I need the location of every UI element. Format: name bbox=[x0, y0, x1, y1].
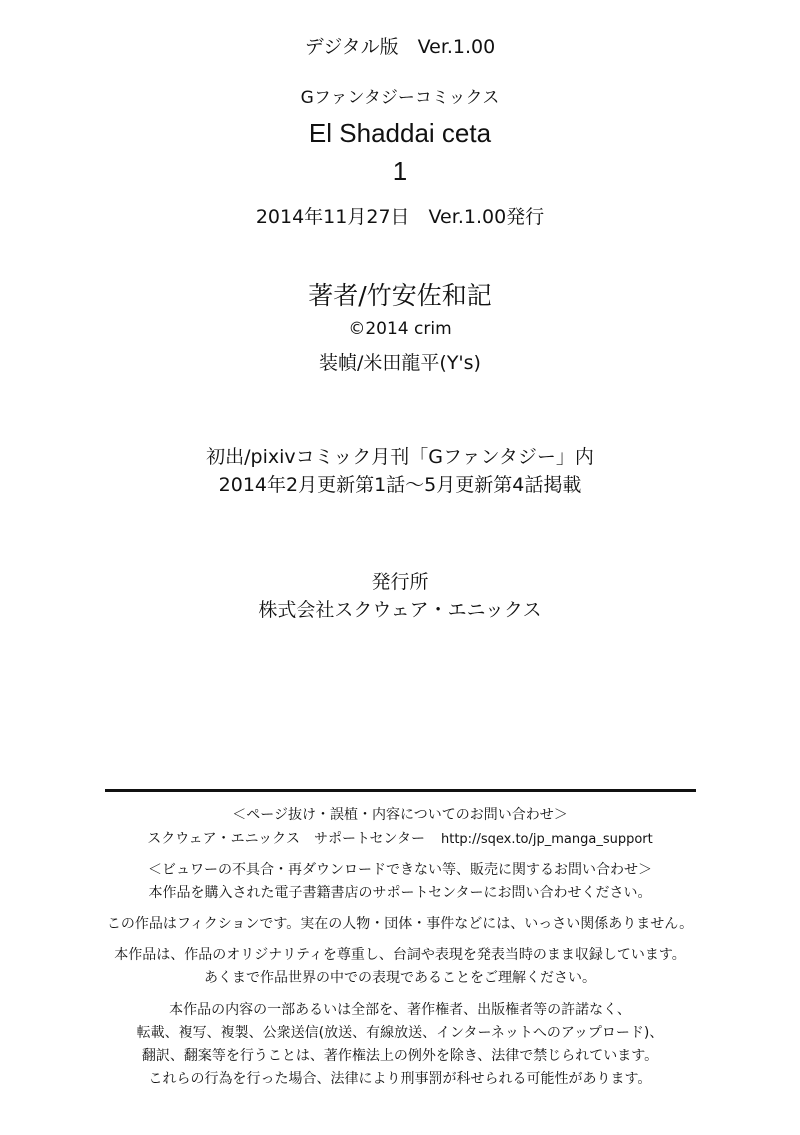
copyright-line: ©2014 crim bbox=[348, 319, 452, 339]
viewer-inquiry-text: 本作品を購入された電子書籍書店のサポートセンターにお問い合わせください。 bbox=[148, 885, 652, 901]
originality-notice-line: あくまで作品世界の中での表現であることをご理解ください。 bbox=[204, 970, 596, 986]
support-center-name: スクウェア・エニックス サポートセンター bbox=[147, 831, 425, 847]
design-credit: 装幀/米田龍平(Y's) bbox=[319, 352, 481, 374]
copyright-warning-line: 翻訳、翻案等を行うことは、著作権法上の例外を除き、法律で禁じられています。 bbox=[141, 1048, 659, 1064]
page-inquiry-heading: ＜ページ抜け・誤植・内容についてのお問い合わせ＞ bbox=[232, 807, 568, 823]
book-title: El Shaddai ceta bbox=[308, 118, 492, 148]
publisher-label: 発行所 bbox=[371, 571, 429, 593]
copyright-warning-line: これらの行為を行った場合、法律により刑事罰が科せられる可能性があります。 bbox=[148, 1071, 652, 1087]
divider bbox=[105, 789, 696, 792]
copyright-warning-line: 転載、複写、複製、公衆送信(放送、有線放送、インターネットへのアップロード)、 bbox=[136, 1025, 664, 1041]
imprint-label: Gファンタジーコミックス bbox=[300, 88, 500, 108]
first-publication-line: 初出/pixivコミック月刊「Gファンタジー」内 bbox=[206, 446, 594, 468]
originality-notice-line: 本作品は、作品のオリジナリティを尊重し、台詞や表現を発表当時のまま収録しています。 bbox=[114, 947, 686, 963]
copyright-warning-line: 本作品の内容の一部あるいは全部を、著作権者、出版権者等の許諾なく、 bbox=[169, 1002, 631, 1018]
publisher-name: 株式会社スクウェア・エニックス bbox=[258, 599, 542, 621]
support-line bbox=[0, 832, 800, 846]
publication-date: 2014年11月27日 Ver.1.00発行 bbox=[255, 206, 545, 228]
edition-label: デジタル版 Ver.1.00 bbox=[304, 36, 496, 58]
viewer-inquiry-heading: ＜ビュワーの不具合・再ダウンロードできない等、販売に関するお問い合わせ＞ bbox=[148, 862, 652, 878]
support-url-link[interactable]: http://sqex.to/jp_manga_support bbox=[441, 832, 653, 847]
fiction-disclaimer: この作品はフィクションです。実在の人物・団体・事件などには、いっさい関係ありません。 bbox=[106, 916, 694, 932]
volume-number: 1 bbox=[392, 156, 408, 186]
first-publication-line: 2014年2月更新第1話～5月更新第4話掲載 bbox=[218, 474, 582, 496]
author-credit: 著者/竹安佐和記 bbox=[308, 281, 492, 310]
